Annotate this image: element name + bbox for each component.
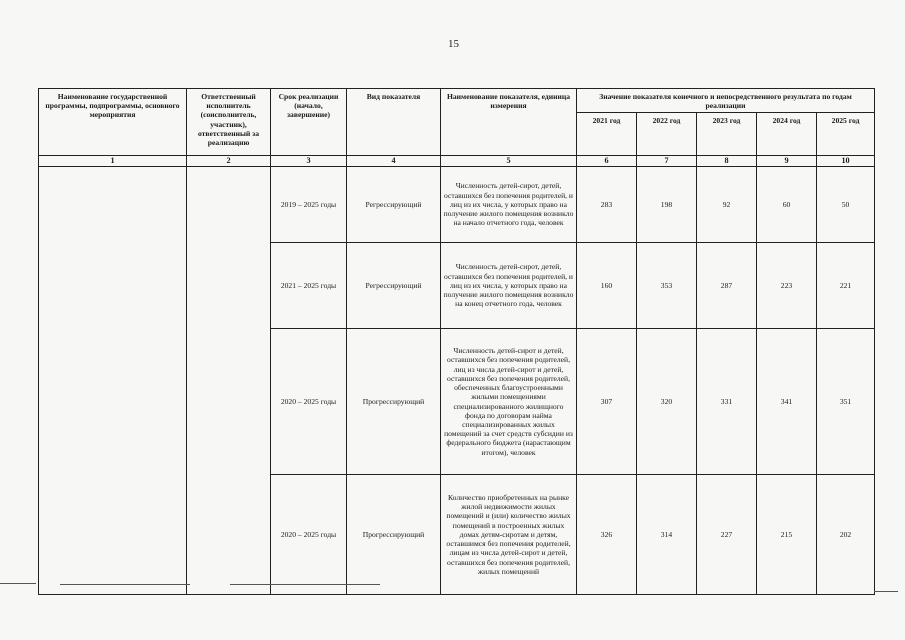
scan-artifact-line — [874, 591, 898, 592]
value-2024: 60 — [757, 167, 817, 243]
value-2023: 331 — [697, 329, 757, 475]
value-2023: 227 — [697, 475, 757, 595]
scan-artifact-line — [0, 583, 36, 584]
header-indicator-name: Наименование показателя, единица измерения — [441, 89, 577, 156]
indicator-kind-cell: Регрессирующий — [347, 243, 441, 329]
page-number: 15 — [448, 38, 459, 50]
value-2023: 287 — [697, 243, 757, 329]
column-number: 1 — [39, 156, 187, 167]
indicator-kind-cell: Прогрессирующий — [347, 329, 441, 475]
header-year-2021: 2021 год — [577, 113, 637, 156]
value-2025: 351 — [817, 329, 875, 475]
column-number: 10 — [817, 156, 875, 167]
header-executor: Ответственный исполнитель (соисполнитель, участник), ответственный за реализацию — [187, 89, 271, 156]
value-2022: 353 — [637, 243, 697, 329]
column-number: 4 — [347, 156, 441, 167]
column-number-row — [39, 156, 875, 167]
value-2021: 307 — [577, 329, 637, 475]
column-number: 9 — [757, 156, 817, 167]
value-2025: 50 — [817, 167, 875, 243]
indicators-table — [38, 88, 875, 595]
value-2021: 283 — [577, 167, 637, 243]
value-2025: 221 — [817, 243, 875, 329]
column-number: 6 — [577, 156, 637, 167]
header-year-2025: 2025 год — [817, 113, 875, 156]
period-cell: 2021 – 2025 годы — [271, 243, 347, 329]
indicator-name-cell: Численность детей-сирот, детей, оставшихся без попечения родителей, и лиц из их числа, у которых право на получение жилого помещения возникло на начало отчетного года, человек — [441, 167, 577, 243]
header-program-name: Наименование государственной программы, подпрограммы, основного мероприятия — [39, 89, 187, 156]
indicator-kind-cell: Прогрессирующий — [347, 475, 441, 595]
header-year-2022: 2022 год — [637, 113, 697, 156]
column-number: 3 — [271, 156, 347, 167]
value-2021: 160 — [577, 243, 637, 329]
value-2023: 92 — [697, 167, 757, 243]
value-2022: 314 — [637, 475, 697, 595]
period-cell: 2020 – 2025 годы — [271, 329, 347, 475]
value-2024: 341 — [757, 329, 817, 475]
column-number: 5 — [441, 156, 577, 167]
indicator-name-cell: Количество приобретенных на рынке жилой недвижимости жилых помещений и (или) количество жилых помещений в построенных жилых домах детям-сиротам и детям, оставшимся без попечения родителей, лицам из числа детей-сирот и детей, оставшихся без попечения родителей, жилых помещений — [441, 475, 577, 595]
program-name-cell — [39, 167, 187, 595]
indicator-name-cell: Численность детей-сирот, детей, оставшихся без попечения родителей, и лиц из их числа, у которых право на получение жилого помещения возникло на конец отчетного года, человек — [441, 243, 577, 329]
column-number: 7 — [637, 156, 697, 167]
header-values-group: Значение показателя конечного и непосредственного результата по годам реализации — [577, 89, 875, 113]
header-year-2023: 2023 год — [697, 113, 757, 156]
period-cell: 2020 – 2025 годы — [271, 475, 347, 595]
table-row — [39, 167, 875, 243]
value-2025: 202 — [817, 475, 875, 595]
value-2021: 326 — [577, 475, 637, 595]
indicator-kind-cell: Регрессирующий — [347, 167, 441, 243]
scan-artifact-line — [230, 584, 380, 585]
header-year-2024: 2024 год — [757, 113, 817, 156]
value-2022: 198 — [637, 167, 697, 243]
header-indicator-kind: Вид показателя — [347, 89, 441, 156]
header-period: Срок реализации (начало, завершение) — [271, 89, 347, 156]
period-cell: 2019 – 2025 годы — [271, 167, 347, 243]
indicator-name-cell: Численность детей-сирот и детей, оставшихся без попечения родителей, лиц из числа детей-сирот и детей, оставшихся без попечения родителей, обеспеченных благоустроенными жилыми помещениями специализированного жилищного фонда по договорам найма специализированных жилых помещений за счет средств субсидии из федерального бюджета (нарастающим итогом), человек — [441, 329, 577, 475]
scan-artifact-line — [60, 584, 190, 585]
column-number: 2 — [187, 156, 271, 167]
column-number: 8 — [697, 156, 757, 167]
executor-cell — [187, 167, 271, 595]
value-2024: 215 — [757, 475, 817, 595]
value-2022: 320 — [637, 329, 697, 475]
value-2024: 223 — [757, 243, 817, 329]
